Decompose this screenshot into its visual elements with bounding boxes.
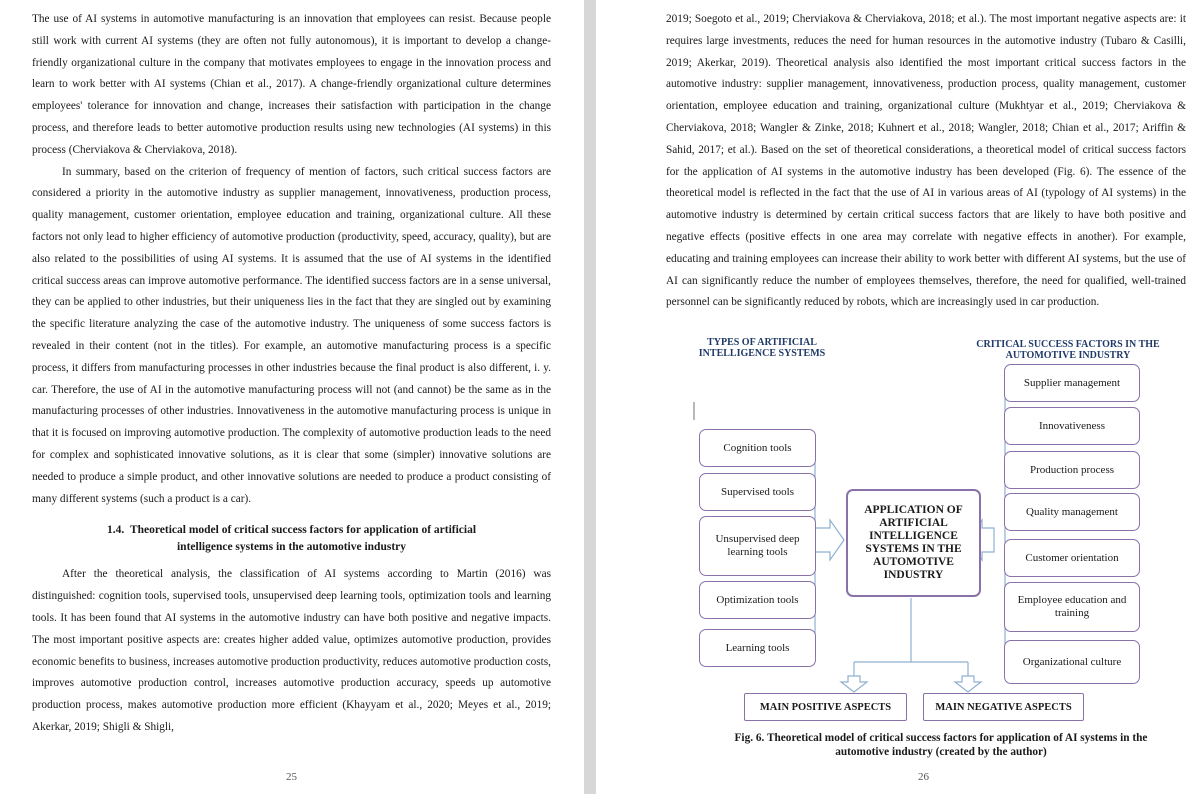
- right-page: [596, 0, 1200, 794]
- ai-type-optimization-tools: Optimization tools: [699, 581, 816, 619]
- section-heading-line-1: 1.4. Theoretical model of critical success factors for application of artificial: [106, 524, 477, 537]
- ai-type-unsupervised-deep-learning-tools: Unsupervised deep learning tools: [699, 516, 816, 576]
- left-page: [0, 0, 584, 794]
- factor-innovativeness: Innovativeness: [1004, 407, 1140, 445]
- left-arrow-icon: [815, 520, 844, 560]
- factor-quality-management: Quality management: [1004, 493, 1140, 531]
- page-gutter: [584, 0, 596, 794]
- ai-type-supervised-tools: Supervised tools: [699, 473, 816, 511]
- section-heading: [32, 522, 551, 556]
- main-negative-aspects-box: MAIN NEGATIVE ASPECTS: [923, 693, 1084, 721]
- factor-employee-education-and-training: Employee education and training: [1004, 582, 1140, 632]
- ai-type-learning-tools: Learning tools: [699, 629, 816, 667]
- section-heading-line-2: intelligence systems in the automotive industry: [176, 541, 407, 554]
- paragraph-3: After the theoretical analysis, the classification of AI systems according to Martin (2016) was distinguished: cognition tools, supervised tools, unsupervised deep learning tools, optimization tools and learning tools. It has been found that AI systems in the automotive industry can have both positive and negative impacts. The most important positive aspects are: creates higher added value, optimizes automotive production, provides economic benefits to business, increases automotive production productivity, reduces automotive production costs, improves automotive production control, increases automotive production accuracy, speeds up automotive production process, makes automotive production more efficient (Khayyam et al., 2020; Meyes et al., 2019; Akerkar, 2019; Shigli & Shigli,: [32, 568, 551, 733]
- paragraph-4: 2019; Soegoto et al., 2019; Cherviakova & Cherviakova, 2018; et al.). The most important negative aspects are: it requires large investments, reduces the need for human resources in the automotive industry (Tubaro & Casilli, 2019; Akerkar, 2019). Theoretical analysis also identified the most important critical success factors in the automotive industry: supplier management, innovativeness, production process, quality management, customer orientation, employee education and training, organizational culture (Mukhtyar et al., 2019; Cherviakova & Cherviakova, 2018; Wangler & Zinke, 2018; Kuhnert et al., 2018; Wangler, 2018; Chian et al., 2017; Ariffin & Sahid, 2017; et al.). Based on the set of theoretical considerations, a theoretical model of critical success factors for the application of AI systems in the automotive industry has been developed (Fig. 6). The essence of the theoretical model is reflected in the fact that the use of AI in various areas of AI (typology of AI systems) in the automotive industry is determined by certain critical success factors that are likely to have both positive and negative effects (positive effects in one area may correlate with negative effects in another). For example, educating and training employees can increase their ability to work better with different AI systems, but the use of AI can significantly reduce the number of employees themselves, therefore, the need for qualified, well-trained personnel can be significantly reduced by robots, which are increasingly used in car production.: [666, 13, 1186, 309]
- down-arrow-negative-icon: [955, 676, 981, 692]
- ai-types-title: TYPES OF ARTIFICIAL INTELLIGENCE SYSTEMS: [698, 337, 826, 359]
- page-number-right: 26: [918, 771, 929, 783]
- paragraph-1: The use of AI systems in automotive manufacturing is an innovation that employees can resist. Because people still work with current AI systems (they are often not fully autonomous), it is important to develop a change-friendly organizational culture in the company that motivates employees to engage in the innovation process and learn to work better with AI systems (Chian et al., 2017). A change-friendly organizational culture determines employees' tolerance for innovation and change, increases their satisfaction with participation in the change process, and therefore leads to better automotive production results using new technologies (AI systems) in this process (Cherviakova & Cherviakova, 2018).: [32, 13, 551, 156]
- ai-type-cognition-tools: Cognition tools: [699, 429, 816, 467]
- left-page-text: [32, 9, 551, 739]
- factor-production-process: Production process: [1004, 451, 1140, 489]
- center-application-box: APPLICATION OF ARTIFICIAL INTELLIGENCE SYSTEMS IN THE AUTOMOTIVE INDUSTRY: [846, 489, 981, 597]
- paragraph-2: In summary, based on the criterion of frequency of mention of factors, such critical success factors are considered a priority in the automotive industry as supplier management, innovativeness, production process, quality management, customer orientation, employee education and training, organizational culture. All these factors not only lead to higher efficiency of automotive production (productivity, speed, accuracy, quality), but are also related to the possibilities of using AI systems. It is assumed that the use of AI systems in the identified critical success areas can improve automotive performance. The identified success factors are in a sense universal, they can be applied to other industries, but their uniqueness lies in the fact that they are singled out by examining the specific literature analyzing the case of the automotive industry. The uniqueness of some success factors is revealed in their content (not in the titles). For example, an automotive manufacturing process is a specific process, it differs from manufacturing processes in other industries because the final product is also different, i. y. car. Therefore, the use of AI in the automotive manufacturing process will not (and cannot) be the same as in the manufacturing processes of other industries. Innovativeness in the automotive manufacturing process is unique in that it is focused on improving automotive production. The complexity of automotive production leads to the need for complex and sophisticated innovative solutions, as it is clear that some (simpler) innovative solutions are needed to produce a simple product, and other innovative solutions are needed to produce a product consisting of many different systems (such a product is a car).: [32, 165, 551, 505]
- factor-supplier-management: Supplier management: [1004, 364, 1140, 402]
- factor-customer-orientation: Customer orientation: [1004, 539, 1140, 577]
- down-arrow-positive-icon: [841, 676, 867, 692]
- figure-caption: Fig. 6. Theoretical model of critical success factors for application of AI systems in the automotive industry (created by the author): [734, 732, 1148, 758]
- main-positive-aspects-box: MAIN POSITIVE ASPECTS: [744, 693, 907, 721]
- factor-organizational-culture: Organizational culture: [1004, 640, 1140, 684]
- success-factors-title: CRITICAL SUCCESS FACTORS IN THE AUTOMOTIVE INDUSTRY: [976, 339, 1160, 361]
- page-number-left: 25: [286, 771, 297, 783]
